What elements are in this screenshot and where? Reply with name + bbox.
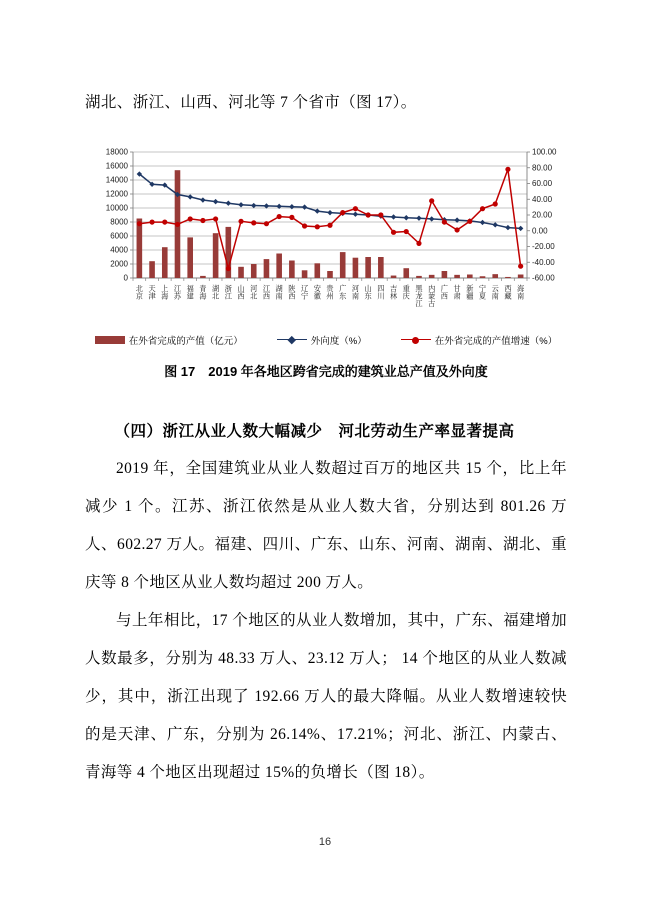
svg-text:6000: 6000 — [110, 231, 128, 241]
svg-text:北京: 北京 — [135, 284, 143, 301]
svg-text:陕西: 陕西 — [288, 284, 296, 301]
svg-text:浙江: 浙江 — [224, 284, 232, 301]
svg-text:山东: 山东 — [364, 284, 372, 301]
svg-text:4000: 4000 — [110, 245, 128, 255]
page-content — [85, 84, 567, 792]
svg-text:黑龙江: 黑龙江 — [415, 284, 423, 308]
svg-text:-60.00: -60.00 — [532, 273, 555, 283]
svg-text:0.00: 0.00 — [532, 226, 548, 236]
legend-label: 外向度（%） — [310, 336, 367, 347]
svg-text:江苏: 江苏 — [173, 284, 182, 301]
legend-item-bar — [95, 333, 243, 347]
svg-text:20.00: 20.00 — [532, 210, 553, 220]
paragraph-2: 与上年相比，17 个地区的从业人数增加，其中，广东、福建增加人数最多，分别为 48.33 万人、23.12 万人； 14 个地区的从业人数减少，其中，浙江出现了 192.66 万人的最大降幅。从业人数增速较快的是天津、广东，分别为 26.14%、17.21%；河北、浙江、内蒙古、青海等 4 个地区出现超过 15%的负增长（图 18）。 — [85, 612, 567, 781]
svg-text:福建: 福建 — [186, 284, 194, 301]
legend-item-line-red — [401, 333, 557, 347]
svg-text:16000: 16000 — [105, 161, 128, 171]
svg-text:广东: 广东 — [339, 284, 347, 301]
svg-text:-20.00: -20.00 — [532, 242, 555, 252]
svg-text:江西: 江西 — [262, 284, 271, 301]
figure-17 — [85, 146, 567, 380]
page-number: 16 — [318, 836, 332, 848]
svg-text:18000: 18000 — [105, 147, 128, 157]
svg-text:80.00: 80.00 — [532, 163, 553, 173]
bar-line-chart — [87, 146, 567, 321]
svg-text:重庆: 重庆 — [402, 284, 410, 301]
intro-text: 湖北、浙江、山西、河北等 7 个省市（图 17）。 — [85, 94, 417, 111]
svg-text:广西: 广西 — [440, 284, 448, 301]
svg-text:贵州: 贵州 — [326, 284, 334, 301]
svg-text:12000: 12000 — [105, 189, 128, 199]
svg-text:上海: 上海 — [161, 284, 169, 301]
svg-text:海南: 海南 — [517, 284, 525, 301]
svg-text:河北: 河北 — [250, 284, 258, 301]
svg-text:河南: 河南 — [351, 284, 360, 301]
chart-canvas — [87, 146, 569, 316]
svg-text:新疆: 新疆 — [466, 284, 474, 301]
svg-text:内蒙古: 内蒙古 — [428, 284, 436, 308]
bar-swatch-icon — [95, 336, 125, 344]
svg-text:吉林: 吉林 — [389, 284, 398, 301]
svg-text:宁夏: 宁夏 — [478, 284, 487, 301]
svg-text:0: 0 — [123, 273, 128, 283]
figure-caption: 图 17 2019 年各地区跨省完成的建筑业总产值及外向度 — [164, 364, 488, 379]
svg-text:四川: 四川 — [377, 284, 385, 301]
svg-text:-40.00: -40.00 — [532, 257, 555, 267]
svg-text:10000: 10000 — [105, 203, 128, 213]
legend-label: 在外省完成的产值增速（%） — [434, 336, 558, 347]
svg-text:天津: 天津 — [148, 284, 156, 301]
svg-text:山西: 山西 — [237, 284, 245, 301]
svg-text:湖北: 湖北 — [212, 284, 220, 301]
svg-text:40.00: 40.00 — [532, 194, 553, 204]
svg-text:100.00: 100.00 — [532, 147, 557, 157]
svg-text:14000: 14000 — [105, 175, 128, 185]
svg-text:辽宁: 辽宁 — [300, 284, 309, 301]
chart-legend — [85, 333, 567, 347]
svg-text:湖南: 湖南 — [275, 284, 283, 301]
legend-item-line-blue — [277, 333, 367, 347]
diamond-line-icon — [277, 336, 307, 345]
svg-text:云南: 云南 — [491, 284, 499, 301]
section-heading: （四）浙江从业人数大幅减少 河北劳动生产率显著提高 — [114, 423, 515, 440]
circle-line-icon — [401, 336, 431, 345]
svg-text:安徽: 安徽 — [313, 284, 321, 301]
paragraph-1: 2019 年，全国建筑业从业人数超过百万的地区共 15 个，比上年减少 1 个。江苏、浙江依然是从业人数大省，分别达到 801.26 万人、602.27 万人。福建、四川、广东、山东、河南、湖南、湖北、重庆等 8 个地区从业人数均超过 200 万人。 — [85, 460, 567, 591]
legend-label: 在外省完成的产值（亿元） — [128, 336, 243, 347]
svg-text:60.00: 60.00 — [532, 179, 553, 189]
svg-text:8000: 8000 — [110, 217, 128, 227]
svg-text:2000: 2000 — [110, 259, 128, 269]
svg-text:甘肃: 甘肃 — [453, 284, 461, 301]
svg-text:青海: 青海 — [199, 284, 207, 301]
svg-text:西藏: 西藏 — [504, 284, 512, 301]
